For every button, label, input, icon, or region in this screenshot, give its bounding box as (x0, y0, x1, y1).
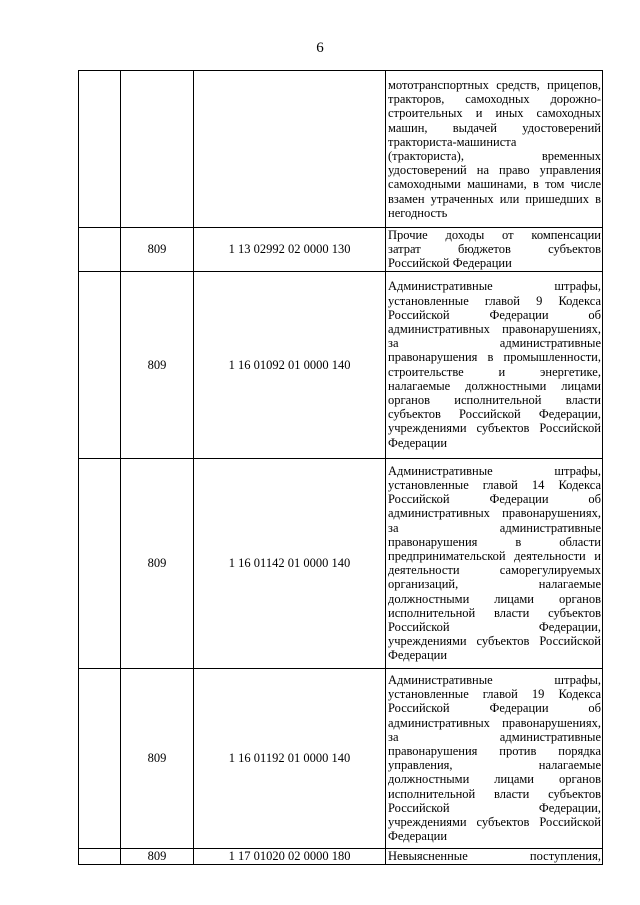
row-index-cell (79, 228, 121, 272)
table-row (79, 458, 603, 668)
title-line: должностными лицами органов (388, 591, 601, 606)
title-line: учреждениями субъектов Российской (388, 421, 601, 436)
title-line: Федерации (388, 435, 448, 450)
revenue-title-cell (386, 458, 603, 668)
title-line: Российской Федерации, (388, 619, 601, 634)
title-line: органов исполнительной власти (388, 393, 601, 408)
title-line: Российской Федерации об (388, 307, 601, 322)
title-line: деятельности саморегулируемых (388, 563, 601, 578)
title-line: машин, выдачей удостоверений (388, 120, 601, 135)
title-line: Административные штрафы, (388, 463, 601, 478)
title-line: управления, налагаемые (388, 758, 601, 773)
title-line: учреждениями субъектов Российской (388, 634, 601, 649)
title-line: Российской Федерации, (388, 800, 601, 815)
admin-code-cell: 809 (121, 228, 194, 272)
revenue-title-cell (386, 71, 603, 228)
title-line: предпринимательской деятельности и (388, 548, 601, 563)
table-row (79, 71, 603, 228)
title-line: субъектов Российской Федерации, (388, 407, 601, 422)
admin-code-cell: 809 (121, 458, 194, 668)
title-line: Административные штрафы, (388, 279, 601, 294)
row-index-cell (79, 668, 121, 848)
table-row (79, 271, 603, 458)
title-line: негодность (388, 205, 448, 220)
page-number: 6 (316, 40, 324, 56)
title-line: Федерации (388, 648, 448, 663)
title-line: Административные штрафы, (388, 672, 601, 687)
title-line: (тракториста), временных (388, 149, 601, 163)
title-line: самоходными машинами, в том числе (388, 177, 601, 192)
revenue-title-cell (386, 271, 603, 458)
row-index-cell (79, 458, 121, 668)
title-line: строительных и иных самоходных (388, 106, 601, 121)
revenue-title-cell (386, 668, 603, 848)
title-line: за административные (388, 729, 601, 744)
title-line: тракторов, самоходных дорожно- (388, 92, 601, 107)
title-line: организаций, налагаемые (388, 577, 601, 592)
revenue-codes-table (78, 70, 603, 865)
title-line: Прочие доходы от компенсации (388, 228, 601, 242)
title-line: за административные (388, 336, 601, 351)
title-line: учреждениями субъектов Российской (388, 814, 601, 829)
title-line: за административные (388, 520, 601, 535)
revenue-code-cell: 1 13 02992 02 0000 130 (194, 228, 386, 272)
title-line: строительстве и энергетике, (388, 364, 601, 379)
revenue-title-cell (386, 228, 603, 272)
title-line: правонарушения в промышленности, (388, 350, 601, 365)
title-line: Российской Федерации об (388, 492, 601, 507)
title-line: административных правонарушениях, (388, 506, 601, 521)
title-line: административных правонарушениях, (388, 715, 601, 730)
title-line: Российской Федерации об (388, 701, 601, 716)
title-line: исполнительной власти субъектов (388, 605, 601, 620)
admin-code-cell: 809 (121, 271, 194, 458)
title-line: Федерации (388, 829, 448, 844)
row-index-cell (79, 848, 121, 864)
title-line: Российской Федерации (388, 256, 512, 271)
title-line: административных правонарушениях, (388, 322, 601, 336)
title-line: взамен утраченных или пришедших в (388, 191, 601, 206)
table-row (79, 228, 603, 272)
revenue-code-cell: 1 16 01142 01 0000 140 (194, 458, 386, 668)
table-row (79, 848, 603, 864)
revenue-code-cell: 1 16 01092 01 0000 140 (194, 271, 386, 458)
row-index-cell (79, 71, 121, 228)
admin-code-cell: 809 (121, 848, 194, 864)
title-line: мототранспортных средств, прицепов, (388, 77, 601, 92)
title-line: исполнительной власти субъектов (388, 786, 601, 801)
title-line: Невыясненные поступления, (388, 849, 601, 863)
title-line: налагаемые должностными лицами (388, 378, 601, 393)
admin-code-cell: 809 (121, 668, 194, 848)
title-line: установленные главой 19 Кодекса (388, 687, 601, 702)
admin-code-cell (121, 71, 194, 228)
title-line: правонарушения против порядка (388, 743, 601, 758)
table-row (79, 668, 603, 848)
title-line: установленные главой 14 Кодекса (388, 477, 601, 492)
title-line: правонарушения в области (388, 534, 601, 549)
revenue-title-cell (386, 848, 603, 864)
title-line: затрат бюджетов субъектов (388, 242, 601, 257)
title-line: удостоверений на право управления (388, 163, 601, 178)
title-line: должностными лицами органов (388, 772, 601, 787)
title-line: тракториста-машиниста (388, 134, 517, 149)
revenue-code-cell: 1 16 01192 01 0000 140 (194, 668, 386, 848)
revenue-code-cell: 1 17 01020 02 0000 180 (194, 848, 386, 864)
row-index-cell (79, 271, 121, 458)
title-line: установленные главой 9 Кодекса (388, 293, 601, 308)
revenue-code-cell (194, 71, 386, 228)
